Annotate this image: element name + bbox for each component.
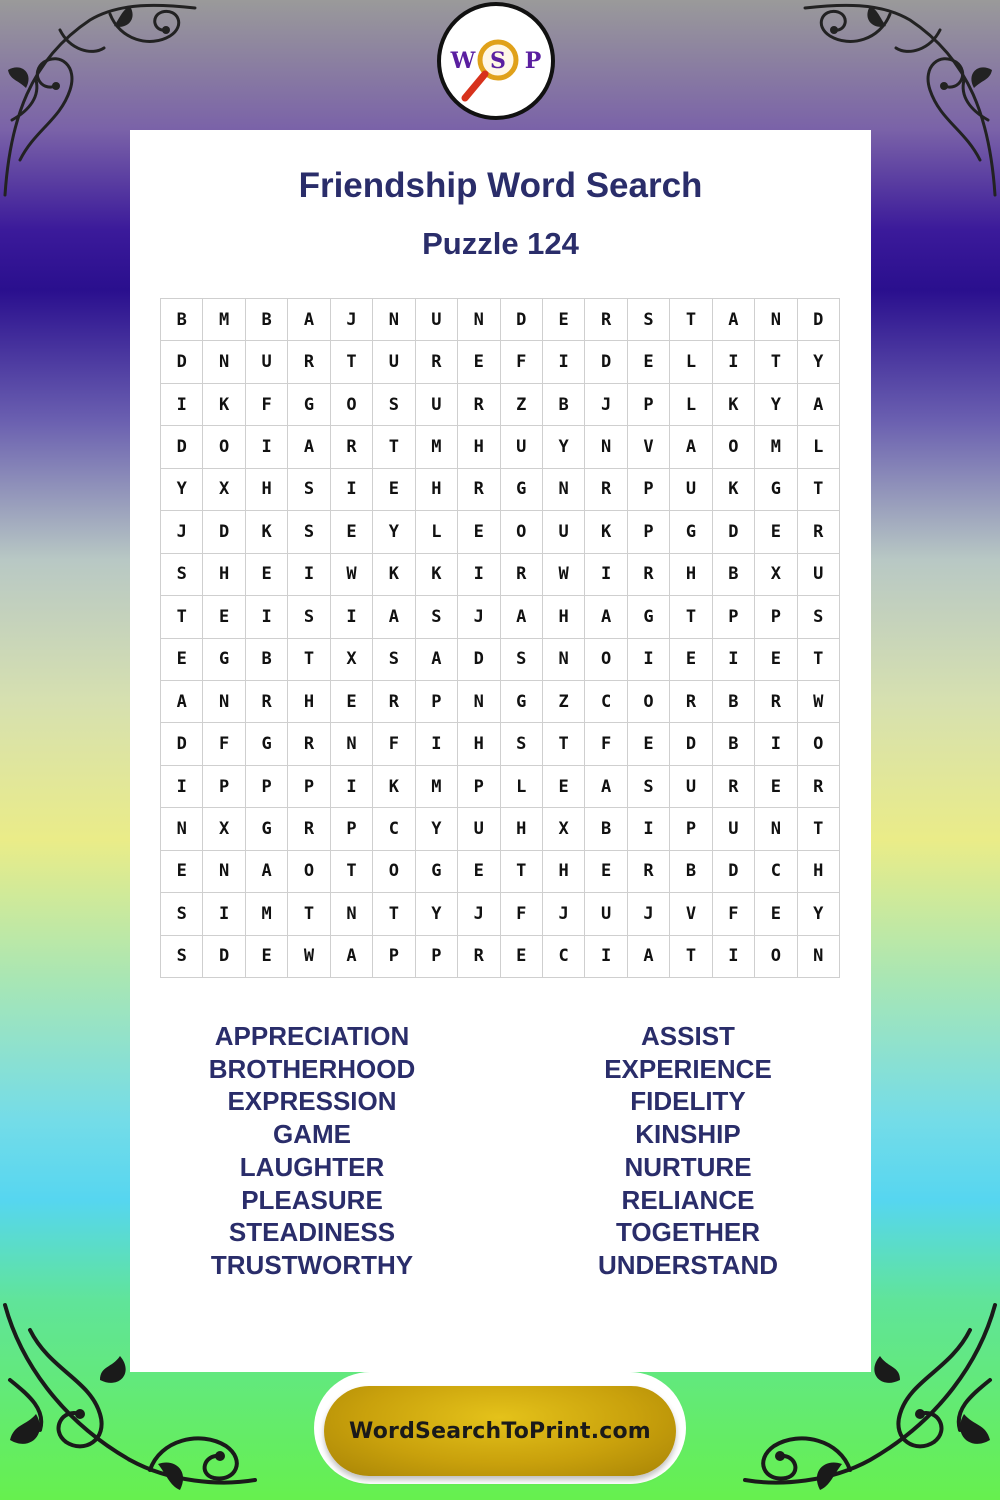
grid-cell[interactable]: U <box>373 341 415 383</box>
grid-cell[interactable]: H <box>416 469 458 511</box>
word-item: LAUGHTER <box>239 1151 385 1182</box>
grid-cell[interactable]: A <box>798 384 840 426</box>
grid-cell[interactable]: E <box>755 766 797 808</box>
word-item: APPRECIATION <box>214 1021 410 1051</box>
grid-cell[interactable]: P <box>628 511 670 553</box>
logo-letter-s: S <box>490 48 506 74</box>
grid-cell[interactable]: I <box>331 766 373 808</box>
grid-cell[interactable]: F <box>501 893 543 935</box>
grid-cell[interactable]: P <box>416 681 458 723</box>
grid-cell[interactable]: R <box>585 299 627 341</box>
logo-letter-p: P <box>524 48 542 74</box>
wsp-logo <box>437 2 555 120</box>
grid-cell[interactable]: X <box>755 554 797 596</box>
grid-cell[interactable]: E <box>161 851 203 893</box>
grid-cell[interactable]: Y <box>373 511 415 553</box>
grid-cell[interactable]: L <box>798 426 840 468</box>
grid-cell[interactable]: A <box>670 426 712 468</box>
grid-cell[interactable]: X <box>203 469 245 511</box>
grid-cell[interactable]: A <box>713 299 755 341</box>
grid-cell[interactable]: H <box>501 808 543 850</box>
grid-cell[interactable]: E <box>628 341 670 383</box>
grid-cell[interactable]: D <box>713 851 755 893</box>
grid-cell[interactable]: I <box>755 723 797 765</box>
grid-cell[interactable]: E <box>585 851 627 893</box>
grid-cell[interactable]: U <box>670 469 712 511</box>
grid-cell[interactable]: U <box>416 384 458 426</box>
grid-cell[interactable]: H <box>798 851 840 893</box>
grid-cell[interactable]: I <box>331 596 373 638</box>
grid-cell[interactable]: A <box>288 426 330 468</box>
grid-cell[interactable]: N <box>458 681 500 723</box>
grid-cell[interactable]: O <box>713 426 755 468</box>
grid-cell[interactable]: S <box>416 596 458 638</box>
grid-cell[interactable]: I <box>628 808 670 850</box>
grid-cell[interactable]: O <box>628 681 670 723</box>
grid-cell[interactable]: R <box>628 554 670 596</box>
grid-cell[interactable]: X <box>543 808 585 850</box>
grid-cell[interactable]: U <box>416 299 458 341</box>
grid-cell[interactable]: B <box>713 723 755 765</box>
grid-cell[interactable]: M <box>755 426 797 468</box>
grid-cell[interactable]: U <box>670 766 712 808</box>
grid-cell[interactable]: T <box>161 596 203 638</box>
grid-cell[interactable]: R <box>670 681 712 723</box>
grid-cell[interactable]: T <box>331 341 373 383</box>
grid-cell[interactable]: E <box>246 554 288 596</box>
grid-cell[interactable]: P <box>331 808 373 850</box>
grid-cell[interactable]: W <box>543 554 585 596</box>
grid-cell[interactable]: T <box>543 723 585 765</box>
grid-cell[interactable]: S <box>288 511 330 553</box>
grid-cell[interactable]: I <box>713 936 755 978</box>
grid-cell[interactable]: A <box>331 936 373 978</box>
grid-cell[interactable]: H <box>543 596 585 638</box>
grid-cell[interactable]: P <box>755 596 797 638</box>
grid-cell[interactable]: I <box>288 554 330 596</box>
grid-cell[interactable]: U <box>501 426 543 468</box>
grid-cell[interactable]: G <box>288 384 330 426</box>
grid-cell[interactable]: S <box>373 384 415 426</box>
grid-cell[interactable]: A <box>628 936 670 978</box>
grid-cell[interactable]: I <box>543 341 585 383</box>
grid-cell[interactable]: T <box>288 893 330 935</box>
grid-cell[interactable]: J <box>331 299 373 341</box>
grid-cell[interactable]: F <box>246 384 288 426</box>
grid-cell[interactable]: R <box>798 511 840 553</box>
word-item: ASSIST <box>641 1021 735 1051</box>
puzzle-sheet <box>130 130 871 1372</box>
grid-cell[interactable]: R <box>585 469 627 511</box>
grid-cell[interactable]: B <box>713 554 755 596</box>
grid-cell[interactable]: B <box>543 384 585 426</box>
grid-cell[interactable]: G <box>670 511 712 553</box>
grid-cell[interactable]: O <box>585 639 627 681</box>
grid-cell[interactable]: O <box>288 851 330 893</box>
grid-cell[interactable]: E <box>755 511 797 553</box>
grid-cell[interactable]: M <box>416 426 458 468</box>
grid-cell[interactable]: U <box>798 554 840 596</box>
grid-cell[interactable]: O <box>203 426 245 468</box>
grid-cell[interactable]: N <box>755 299 797 341</box>
grid-cell[interactable]: I <box>585 936 627 978</box>
grid-cell[interactable]: K <box>373 554 415 596</box>
grid-cell[interactable]: W <box>798 681 840 723</box>
grid-cell[interactable]: K <box>203 384 245 426</box>
grid-cell[interactable]: T <box>670 299 712 341</box>
grid-cell[interactable]: G <box>501 469 543 511</box>
grid-cell[interactable]: D <box>161 341 203 383</box>
grid-cell[interactable]: P <box>670 808 712 850</box>
grid-cell[interactable]: P <box>203 766 245 808</box>
grid-cell[interactable]: D <box>798 299 840 341</box>
grid-cell[interactable]: R <box>798 766 840 808</box>
grid-cell[interactable]: T <box>331 851 373 893</box>
grid-cell[interactable]: R <box>416 341 458 383</box>
grid-cell[interactable]: S <box>798 596 840 638</box>
grid-cell[interactable]: S <box>288 469 330 511</box>
grid-cell[interactable]: S <box>373 639 415 681</box>
grid-cell[interactable]: Y <box>798 341 840 383</box>
grid-cell[interactable]: C <box>543 936 585 978</box>
grid-cell[interactable]: E <box>543 766 585 808</box>
grid-cell[interactable]: E <box>161 639 203 681</box>
grid-cell[interactable]: F <box>203 723 245 765</box>
word-item: TOGETHER <box>616 1217 760 1248</box>
grid-cell[interactable]: P <box>628 384 670 426</box>
grid-cell[interactable]: A <box>373 596 415 638</box>
word-item: FIDELITY <box>630 1086 746 1117</box>
grid-cell[interactable]: O <box>755 936 797 978</box>
grid-cell[interactable]: Y <box>755 384 797 426</box>
grid-cell[interactable]: E <box>203 596 245 638</box>
grid-cell[interactable]: G <box>501 681 543 723</box>
grid-cell[interactable]: T <box>373 426 415 468</box>
letter-grid <box>160 298 840 978</box>
grid-cell[interactable]: E <box>755 893 797 935</box>
grid-cell[interactable]: P <box>458 766 500 808</box>
grid-cell[interactable]: N <box>203 681 245 723</box>
grid-cell[interactable]: P <box>246 766 288 808</box>
grid-cell[interactable]: J <box>543 893 585 935</box>
grid-cell[interactable]: E <box>246 936 288 978</box>
grid-cell[interactable]: G <box>246 723 288 765</box>
page-title: Friendship Word Search <box>298 166 703 205</box>
grid-cell[interactable]: N <box>543 469 585 511</box>
grid-cell[interactable]: G <box>246 808 288 850</box>
word-list-left <box>162 1020 462 1282</box>
grid-cell[interactable]: J <box>458 596 500 638</box>
grid-cell[interactable]: N <box>798 936 840 978</box>
grid-cell[interactable]: A <box>585 766 627 808</box>
grid-cell[interactable]: I <box>713 341 755 383</box>
grid-cell[interactable]: R <box>288 341 330 383</box>
grid-cell[interactable]: G <box>416 851 458 893</box>
grid-cell[interactable]: A <box>501 596 543 638</box>
grid-cell[interactable]: U <box>713 808 755 850</box>
grid-cell[interactable]: C <box>585 681 627 723</box>
grid-cell[interactable]: J <box>628 893 670 935</box>
grid-cell[interactable]: T <box>798 469 840 511</box>
grid-cell[interactable]: P <box>628 469 670 511</box>
grid-cell[interactable]: D <box>501 299 543 341</box>
grid-cell[interactable]: O <box>331 384 373 426</box>
grid-cell[interactable]: E <box>670 639 712 681</box>
grid-cell[interactable]: V <box>628 426 670 468</box>
word-item: UNDERSTAND <box>597 1249 779 1280</box>
grid-cell[interactable]: L <box>670 384 712 426</box>
grid-cell[interactable]: R <box>246 681 288 723</box>
grid-cell[interactable]: L <box>416 511 458 553</box>
grid-cell[interactable]: F <box>501 341 543 383</box>
grid-cell[interactable]: S <box>628 299 670 341</box>
grid-cell[interactable]: T <box>798 639 840 681</box>
grid-cell[interactable]: P <box>288 766 330 808</box>
grid-cell[interactable]: R <box>713 766 755 808</box>
grid-cell[interactable]: N <box>331 723 373 765</box>
grid-cell[interactable]: Y <box>416 808 458 850</box>
grid-cell[interactable]: S <box>161 554 203 596</box>
grid-cell[interactable]: S <box>161 893 203 935</box>
magnifier-icon <box>441 6 551 116</box>
grid-cell[interactable]: U <box>585 893 627 935</box>
grid-cell[interactable]: R <box>288 723 330 765</box>
grid-cell[interactable]: I <box>458 554 500 596</box>
logo-letter-w: W <box>450 48 476 74</box>
grid-cell[interactable]: R <box>373 681 415 723</box>
grid-cell[interactable]: B <box>713 681 755 723</box>
grid-cell[interactable]: O <box>798 723 840 765</box>
grid-cell[interactable]: R <box>501 554 543 596</box>
grid-cell[interactable]: S <box>288 596 330 638</box>
grid-cell[interactable]: Z <box>501 384 543 426</box>
grid-cell[interactable]: U <box>543 511 585 553</box>
grid-cell[interactable]: I <box>246 596 288 638</box>
grid-cell[interactable]: A <box>288 299 330 341</box>
grid-cell[interactable]: E <box>458 851 500 893</box>
grid-cell[interactable]: N <box>161 808 203 850</box>
grid-cell[interactable]: A <box>416 639 458 681</box>
grid-cell[interactable]: I <box>203 893 245 935</box>
grid-cell[interactable]: D <box>458 639 500 681</box>
grid-cell[interactable]: T <box>755 341 797 383</box>
grid-cell[interactable]: Y <box>798 893 840 935</box>
grid-cell[interactable]: S <box>501 639 543 681</box>
grid-cell[interactable]: S <box>161 936 203 978</box>
grid-cell[interactable]: B <box>246 299 288 341</box>
grid-cell[interactable]: Y <box>543 426 585 468</box>
grid-cell[interactable]: Y <box>161 469 203 511</box>
grid-cell[interactable]: I <box>246 426 288 468</box>
grid-cell[interactable]: D <box>713 511 755 553</box>
grid-cell[interactable]: Y <box>416 893 458 935</box>
grid-cell[interactable]: H <box>246 469 288 511</box>
grid-cell[interactable]: W <box>331 554 373 596</box>
grid-cell[interactable]: G <box>628 596 670 638</box>
grid-cell[interactable]: R <box>458 469 500 511</box>
grid-cell[interactable]: E <box>458 511 500 553</box>
grid-cell[interactable]: E <box>458 341 500 383</box>
word-item: BROTHERHOOD <box>208 1053 416 1084</box>
grid-cell[interactable]: S <box>628 766 670 808</box>
grid-cell[interactable]: B <box>670 851 712 893</box>
grid-cell[interactable]: I <box>713 639 755 681</box>
grid-cell[interactable]: V <box>670 893 712 935</box>
word-item: KINSHIP <box>635 1119 741 1150</box>
grid-cell[interactable]: L <box>501 766 543 808</box>
grid-cell[interactable]: W <box>288 936 330 978</box>
grid-cell[interactable]: H <box>543 851 585 893</box>
grid-cell[interactable]: S <box>501 723 543 765</box>
footer-badge <box>314 1372 686 1484</box>
grid-cell[interactable]: N <box>755 808 797 850</box>
grid-cell[interactable]: O <box>373 851 415 893</box>
grid-cell[interactable]: P <box>373 936 415 978</box>
word-item: PLEASURE <box>241 1184 383 1215</box>
grid-cell[interactable]: T <box>501 851 543 893</box>
grid-cell[interactable]: H <box>458 723 500 765</box>
grid-cell[interactable]: I <box>416 723 458 765</box>
grid-cell[interactable]: A <box>161 681 203 723</box>
grid-cell[interactable]: J <box>458 893 500 935</box>
grid-cell[interactable]: A <box>585 596 627 638</box>
grid-cell[interactable]: E <box>543 299 585 341</box>
grid-cell[interactable]: N <box>203 341 245 383</box>
grid-cell[interactable]: T <box>670 936 712 978</box>
word-item: EXPERIENCE <box>604 1053 772 1084</box>
grid-cell[interactable]: N <box>543 639 585 681</box>
grid-cell[interactable]: B <box>585 808 627 850</box>
puzzle-number: Puzzle 124 <box>422 226 579 261</box>
grid-cell[interactable]: J <box>161 511 203 553</box>
grid-cell[interactable]: M <box>416 766 458 808</box>
grid-cell[interactable]: B <box>246 639 288 681</box>
grid-cell[interactable]: E <box>331 681 373 723</box>
grid-cell[interactable]: T <box>288 639 330 681</box>
word-item: STEADINESS <box>228 1217 396 1248</box>
grid-cell[interactable]: I <box>331 469 373 511</box>
grid-cell[interactable]: R <box>331 426 373 468</box>
grid-cell[interactable]: G <box>755 469 797 511</box>
grid-cell[interactable]: K <box>713 469 755 511</box>
grid-cell[interactable]: I <box>628 639 670 681</box>
grid-cell[interactable]: D <box>670 723 712 765</box>
grid-cell[interactable]: E <box>501 936 543 978</box>
word-item: TRUSTWORTHY <box>210 1249 414 1280</box>
grid-cell[interactable]: E <box>331 511 373 553</box>
word-item: RELIANCE <box>621 1184 755 1215</box>
grid-cell[interactable]: H <box>670 554 712 596</box>
grid-cell[interactable]: F <box>585 723 627 765</box>
grid-cell[interactable]: O <box>501 511 543 553</box>
site-name: WordSearchToPrint.com <box>349 1418 651 1444</box>
grid-cell[interactable]: K <box>713 384 755 426</box>
grid-cell[interactable]: G <box>203 639 245 681</box>
grid-cell[interactable]: D <box>161 426 203 468</box>
grid-cell[interactable]: E <box>373 469 415 511</box>
grid-cell[interactable]: D <box>585 341 627 383</box>
grid-cell[interactable]: C <box>755 851 797 893</box>
grid-cell[interactable]: N <box>585 426 627 468</box>
grid-cell[interactable]: I <box>161 384 203 426</box>
grid-cell[interactable]: K <box>585 511 627 553</box>
grid-cell[interactable]: H <box>288 681 330 723</box>
grid-cell[interactable]: R <box>458 384 500 426</box>
word-item: NURTURE <box>624 1151 752 1182</box>
grid-cell[interactable]: Z <box>543 681 585 723</box>
grid-cell[interactable]: R <box>458 936 500 978</box>
grid-cell[interactable]: K <box>416 554 458 596</box>
grid-cell[interactable]: D <box>203 511 245 553</box>
grid-cell[interactable]: N <box>331 893 373 935</box>
grid-cell[interactable]: E <box>755 639 797 681</box>
grid-cell[interactable]: K <box>246 511 288 553</box>
grid-cell[interactable]: X <box>203 808 245 850</box>
site-link-button[interactable] <box>324 1386 676 1476</box>
grid-cell[interactable]: I <box>585 554 627 596</box>
grid-cell[interactable]: T <box>670 596 712 638</box>
word-item: GAME <box>273 1119 351 1150</box>
grid-cell[interactable]: M <box>246 893 288 935</box>
grid-cell[interactable]: M <box>203 299 245 341</box>
word-item: EXPRESSION <box>227 1086 397 1117</box>
grid-cell[interactable]: L <box>670 341 712 383</box>
grid-cell[interactable]: N <box>458 299 500 341</box>
grid-cell[interactable]: N <box>203 851 245 893</box>
grid-cell[interactable]: H <box>458 426 500 468</box>
grid-cell[interactable]: R <box>755 681 797 723</box>
grid-cell[interactable]: X <box>331 639 373 681</box>
word-list-right <box>538 1020 838 1282</box>
grid-cell[interactable]: F <box>373 723 415 765</box>
grid-cell[interactable]: K <box>373 766 415 808</box>
grid-cell[interactable]: R <box>628 851 670 893</box>
grid-cell[interactable]: E <box>628 723 670 765</box>
grid-cell[interactable]: T <box>798 808 840 850</box>
grid-cell[interactable]: D <box>203 936 245 978</box>
grid-cell[interactable]: A <box>246 851 288 893</box>
grid-cell[interactable]: P <box>416 936 458 978</box>
grid-cell[interactable]: N <box>373 299 415 341</box>
grid-cell[interactable]: T <box>373 893 415 935</box>
grid-cell[interactable]: U <box>458 808 500 850</box>
grid-cell[interactable]: P <box>713 596 755 638</box>
grid-cell[interactable]: U <box>246 341 288 383</box>
grid-cell[interactable]: I <box>161 766 203 808</box>
grid-cell[interactable]: D <box>161 723 203 765</box>
grid-cell[interactable]: B <box>161 299 203 341</box>
grid-cell[interactable]: H <box>203 554 245 596</box>
grid-cell[interactable]: C <box>373 808 415 850</box>
grid-cell[interactable]: R <box>288 808 330 850</box>
grid-cell[interactable]: F <box>713 893 755 935</box>
grid-cell[interactable]: J <box>585 384 627 426</box>
